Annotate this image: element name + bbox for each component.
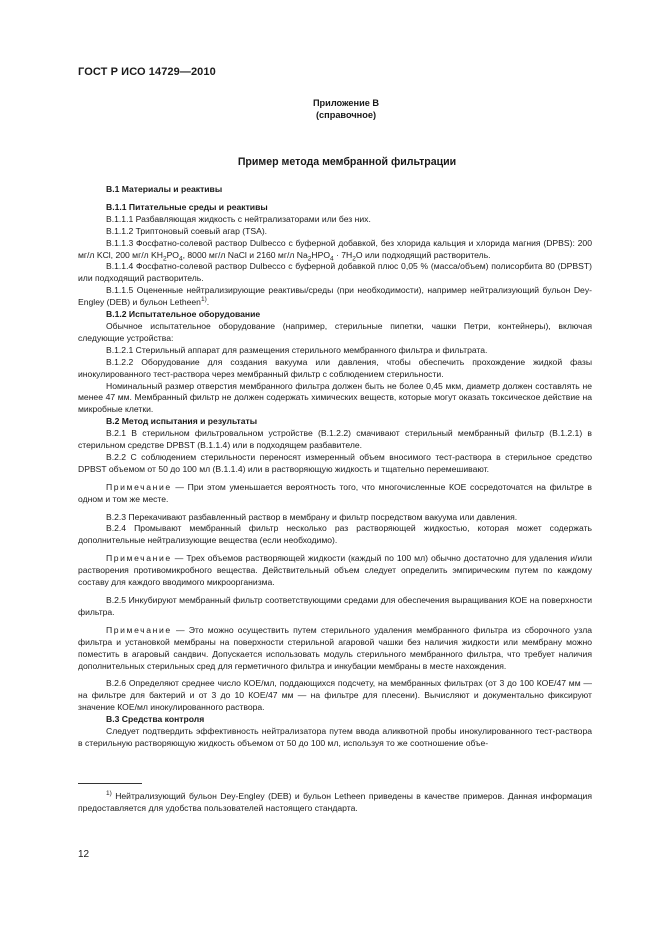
clause-b111: В.1.1.1 Разбавляющая жидкость с нейтрализаторами или без них.: [106, 213, 371, 224]
control-text: Следует подтвердить эффективность нейтрализатора путем ввода аликвотной пробы инокулированного тест-раствора в стерильную растворяющую жидкость объемом от 50 до 100 мл, используя то же соотношение объе-: [78, 726, 592, 748]
footnote: [78, 790, 592, 814]
section-b12-heading: В.1.2 Испытательное оборудование: [106, 309, 261, 320]
annex-name: Приложение В: [312, 98, 380, 108]
note-label: Примечание: [106, 624, 172, 635]
section-b1-heading: В.1 Материалы и реактивы: [106, 184, 223, 194]
clause-b23: В.2.3 Перекачивают разбавленный раствор в мембрану и фильтр посредством вакуума или давления.: [106, 511, 518, 522]
annex-heading: [230, 97, 462, 121]
footnote-ref: 1): [200, 296, 207, 304]
note-1: Примечание — При этом уменьшается вероятность того, что многочисленные КОЕ сосредоточатся на фильтре в одном и том же месте.: [78, 481, 592, 504]
section-b3-heading: В.3 Средства контроля: [106, 714, 205, 725]
clause-b115: В.1.1.5 Оцененные нейтрализирующие реактивы/среды (при необходимости), например нейтрализующий бульон Dey-Engley (DEB) и бульон Letheen$^{1)}$.: [78, 285, 592, 308]
footnote-marker: 1): [106, 790, 112, 798]
annex-type: (справочное): [315, 110, 376, 120]
filter-pore-text: Номинальный размер отверстия мембранного фильтра должен быть не более 0,45 мкм, диаметр должен составлять не менее 47 мм. Мембранный фильтр не должен содержать химических веществ, которые могут оказать токсическое действие на микробные клетки.: [78, 380, 592, 415]
document-body: [78, 184, 592, 750]
clause-b122: В.1.2.2 Оборудование для создания вакуума или давления, чтобы обеспечить прохождение жидкой фазы инокулированного тест-раствора через мембранный фильтр с соблюдением стерильности.: [78, 356, 592, 379]
clause-b121: В.1.2.1 Стерильный аппарат для размещения стерильного мембранного фильтра и фильтрата.: [106, 344, 488, 355]
clause-b25: В.2.5 Инкубируют мембранный фильтр соответствующими средами для обеспечения выращивания КОЕ на поверхности фильтра.: [78, 595, 592, 617]
page-title: Пример метода мембранной фильтрации: [237, 156, 457, 168]
footnote-divider: [78, 783, 142, 784]
note-label: Примечание: [106, 553, 172, 564]
clause-b112: В.1.1.2 Триптоновый соевый агар (TSA).: [106, 225, 268, 236]
clause-b21: В.2.1 В стерильном фильтровальном устройстве (В.1.2.2) смачивают стерильный мембранный фильтр (В.1.2.1) в стерильном средстве DPBST (В.1.1.4) или в подходящем разбавителе.: [78, 428, 592, 451]
section-b11-heading: В.1.1 Питательные среды и реактивы: [106, 201, 268, 212]
clause-b113: В.1.1.3 Фосфатно-солевой раствор Dulbecco с буферной добавкой, без хлорида кальция и хлорида магния (DPBS): 200 мг/л KCl, 200 мг/л $KH_2PO_4$, 8000 мг/л NaCl и 2160 мг/л $Na_2HPO_4 \cdot 7H_2O$ или подходящий растворитель.: [78, 237, 592, 263]
note-label: Примечание: [106, 481, 172, 492]
page-number: 12: [78, 849, 90, 860]
clause-b26: В.2.6 Определяют среднее число КОЕ/мл, поддающихся подсчету, на мембранных фильтрах (от 3 до 100 КОЕ/47 мм — на фильтре для бактерий и от 3 до 10 КОЕ/47 мм — на фильтре для плесени). Вычисляют и документально фиксируют значение КОЕ/мл инокулированного раствора.: [78, 678, 592, 713]
note-2: Примечание — Трех объемов растворяющей жидкости (каждый по 100 мл) обычно достаточно для удаления и/или растворения противомикробного вещества. Действительный объем следует определить эмпирическим путем по каждому составу для каждого вводимого микроорганизма.: [78, 553, 592, 588]
footnote-text: Нейтрализующий бульон Dey-Engley (DEB) и бульон Letheen приведены в качестве примеров. Данная информация предоставляется для удобства пользователей настоящего стандарта.: [78, 791, 592, 813]
clause-b114: В.1.1.4 Фосфатно-солевой раствор Dulbecco с буферной добавкой плюс 0,05 % (масса/объем) полисорбита 80 (DPBST) или подходящий растворитель.: [78, 261, 592, 284]
section-b2-heading: В.2 Метод испытания и результаты: [106, 416, 258, 427]
note-3: Примечание — Это можно осуществить путем стерильного удаления мембранного фильтра из сборочного узла фильтра и установкой мембраны на поверхности стерильной агаровой чашки без наличия жидкости или мембрану можно поместить в агаровый сандвич. Допускается использовать модуль стерильного мембранного фильтра, что требует наличия дополнительных стерильных сред для герметичного фильтра и инкубации мембраны в месте нахождения.: [78, 624, 592, 671]
clause-b22: В.2.2 С соблюдением стерильности переносят измеренный объем вносимого тест-раствора в стерильное средство DPBST объемом от 50 до 100 мл (В.1.1.4) или в растворяющую жидкость и тщательно перемешивают.: [78, 451, 592, 474]
standard-header: ГОСТ Р ИСО 14729—2010: [78, 66, 216, 78]
clause-b24: В.2.4 Промывают мембранный фильтр несколько раз растворяющей жидкостью, которая может содержать дополнительные нейтрализующие вещества (если необходимо).: [78, 523, 592, 546]
equipment-intro: Обычное испытательное оборудование (например, стерильные пипетки, чашки Петри, контейнеры), включая следующие устройства:: [78, 320, 592, 343]
